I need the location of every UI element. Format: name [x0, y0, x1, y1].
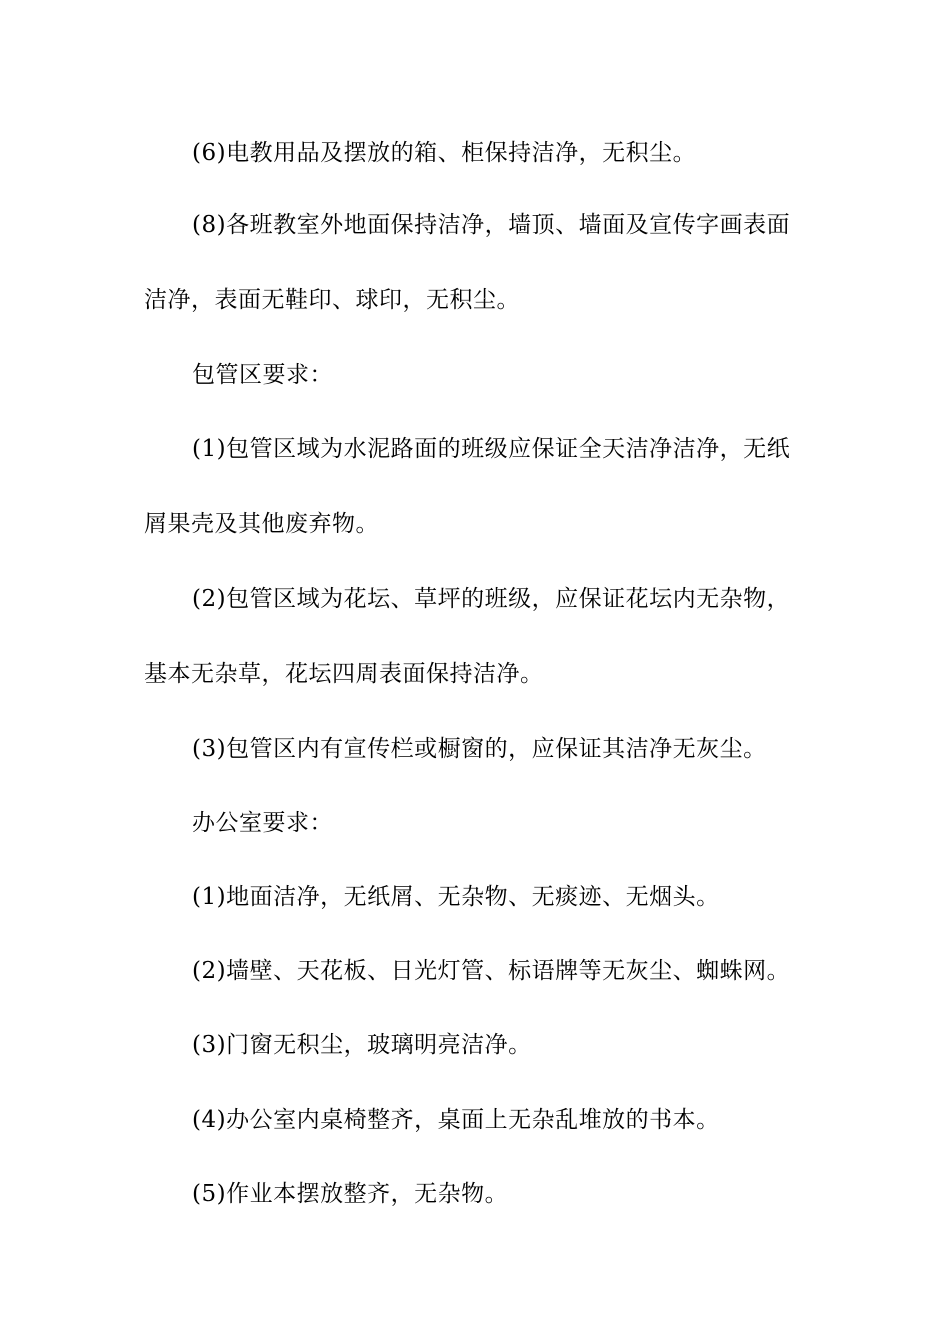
paragraph-outside-floor: (8)各班教室外地面保持洁净，墙顶、墙面及宣传字画表面洁净，表面无鞋印、球印，无积尘。 — [144, 212, 791, 313]
paragraph-cement-road: (1)包管区域为水泥路面的班级应保证全天洁净洁净，无纸屑果壳及其他废弃物。 — [144, 436, 791, 537]
paragraph-office-walls: (2)墙壁、天花板、日光灯管、标语牌等无灰尘、蜘蛛网。 — [192, 958, 791, 984]
paragraph-office-floor: (1)地面洁净，无纸屑、无杂物、无痰迹、无烟头。 — [192, 884, 720, 910]
section-heading-managed-area: 包管区要求： — [192, 362, 333, 388]
paragraph-av-equipment: (6)电教用品及摆放的箱、柜保持洁净，无积尘。 — [192, 140, 697, 166]
paragraph-bulletin-board: (3)包管区内有宣传栏或橱窗的，应保证其洁净无灰尘。 — [192, 736, 767, 762]
paragraph-flower-bed: (2)包管区域为花坛、草坪的班级，应保证花坛内无杂物，基本无杂草，花坛四周表面保持洁净。 — [144, 586, 791, 687]
paragraph-windows: (3)门窗无积尘，玻璃明亮洁净。 — [192, 1032, 532, 1058]
section-heading-office: 办公室要求： — [192, 810, 333, 836]
paragraph-homework: (5)作业本摆放整齐，无杂物。 — [192, 1181, 509, 1207]
paragraph-desks: (4)办公室内桌椅整齐，桌面上无杂乱堆放的书本。 — [192, 1107, 720, 1133]
